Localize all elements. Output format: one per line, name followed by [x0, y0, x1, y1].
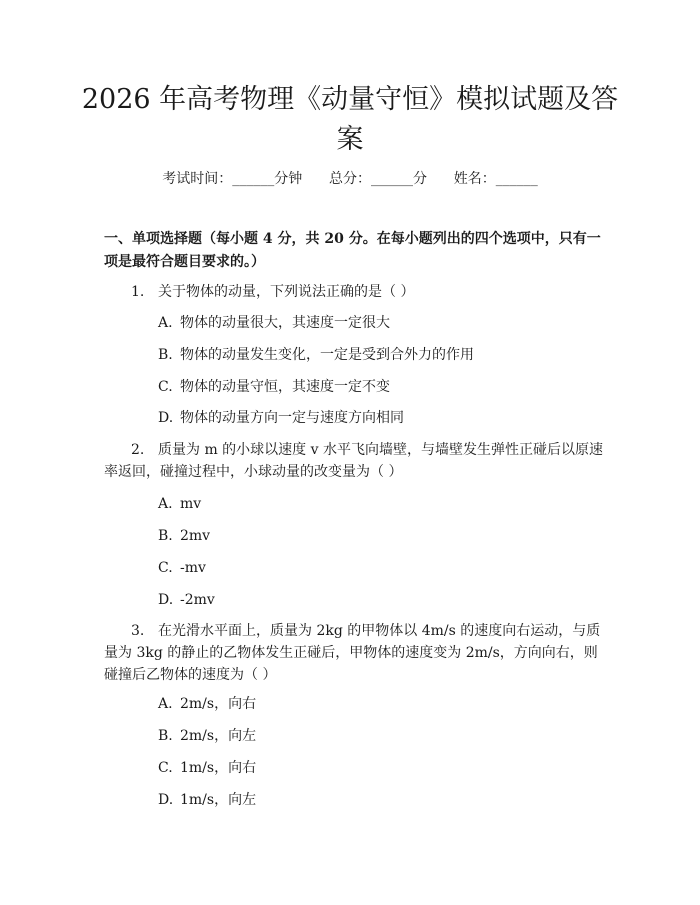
- option-text: 1m/s，向右: [180, 760, 257, 776]
- question-number: 3.: [131, 623, 145, 639]
- option-text: 2mv: [180, 528, 211, 544]
- option-2a: [158, 494, 201, 514]
- option-1a: [158, 313, 390, 333]
- question-number: 2.: [131, 442, 145, 458]
- option-label: C.: [158, 760, 173, 776]
- option-label: C.: [158, 379, 173, 395]
- option-label: A.: [158, 496, 173, 512]
- question-2: [104, 439, 604, 483]
- option-label: B.: [158, 728, 173, 744]
- option-text: mv: [180, 496, 202, 512]
- option-1d: [158, 408, 404, 428]
- option-1c: [158, 377, 390, 397]
- option-2c: [158, 558, 206, 578]
- option-text: 1m/s，向左: [180, 792, 257, 808]
- option-label: A.: [158, 696, 173, 712]
- option-3a: [158, 694, 256, 714]
- option-label: A.: [158, 315, 173, 331]
- document-title: 2026 年高考物理《动量守恒》模拟试题及答案: [81, 84, 619, 155]
- option-text: 物体的动量方向一定与速度方向相同: [180, 410, 404, 426]
- exam-meta-line: 考试时间：______分钟 总分：______分 姓名：______: [162, 171, 538, 187]
- option-3b: [158, 726, 256, 746]
- option-label: B.: [158, 528, 173, 544]
- question-stem: 质量为 m 的小球以速度 v 水平飞向墙壁，与墙壁发生弹性正碰后以原速率返回，碰撞过程中，小球动量的改变量为（ ）: [104, 442, 603, 480]
- option-label: B.: [158, 347, 173, 363]
- option-3d: [158, 790, 256, 810]
- option-text: 2m/s，向右: [180, 696, 257, 712]
- option-1b: [158, 345, 474, 365]
- question-1: [131, 281, 611, 303]
- option-label: D.: [158, 592, 174, 608]
- option-label: C.: [158, 560, 173, 576]
- option-text: 2m/s，向左: [180, 728, 257, 744]
- option-label: D.: [158, 792, 174, 808]
- section-heading: 一、单项选择题（每小题 4 分，共 20 分。在每小题列出的四个选项中，只有一项是最符合题目要求的。）: [104, 231, 601, 270]
- option-label: D.: [158, 410, 174, 426]
- option-text: -2mv: [180, 592, 215, 608]
- question-number: 1.: [131, 284, 145, 300]
- option-3c: [158, 758, 256, 778]
- option-text: 物体的动量守恒，其速度一定不变: [180, 379, 390, 395]
- option-text: 物体的动量发生变化，一定是受到合外力的作用: [180, 347, 474, 363]
- question-stem: 在光滑水平面上，质量为 2kg 的甲物体以 4m/s 的速度向右运动，与质量为 3kg 的静止的乙物体发生正碰后，甲物体的速度变为 2m/s，方向向右，则碰撞后乙物体的速度为（ ）: [104, 623, 601, 683]
- option-text: -mv: [180, 560, 206, 576]
- option-text: 物体的动量很大，其速度一定很大: [180, 315, 390, 331]
- question-3: [104, 620, 604, 686]
- option-2d: [158, 590, 215, 610]
- question-stem: 关于物体的动量，下列说法正确的是（ ）: [158, 284, 415, 300]
- option-2b: [158, 526, 210, 546]
